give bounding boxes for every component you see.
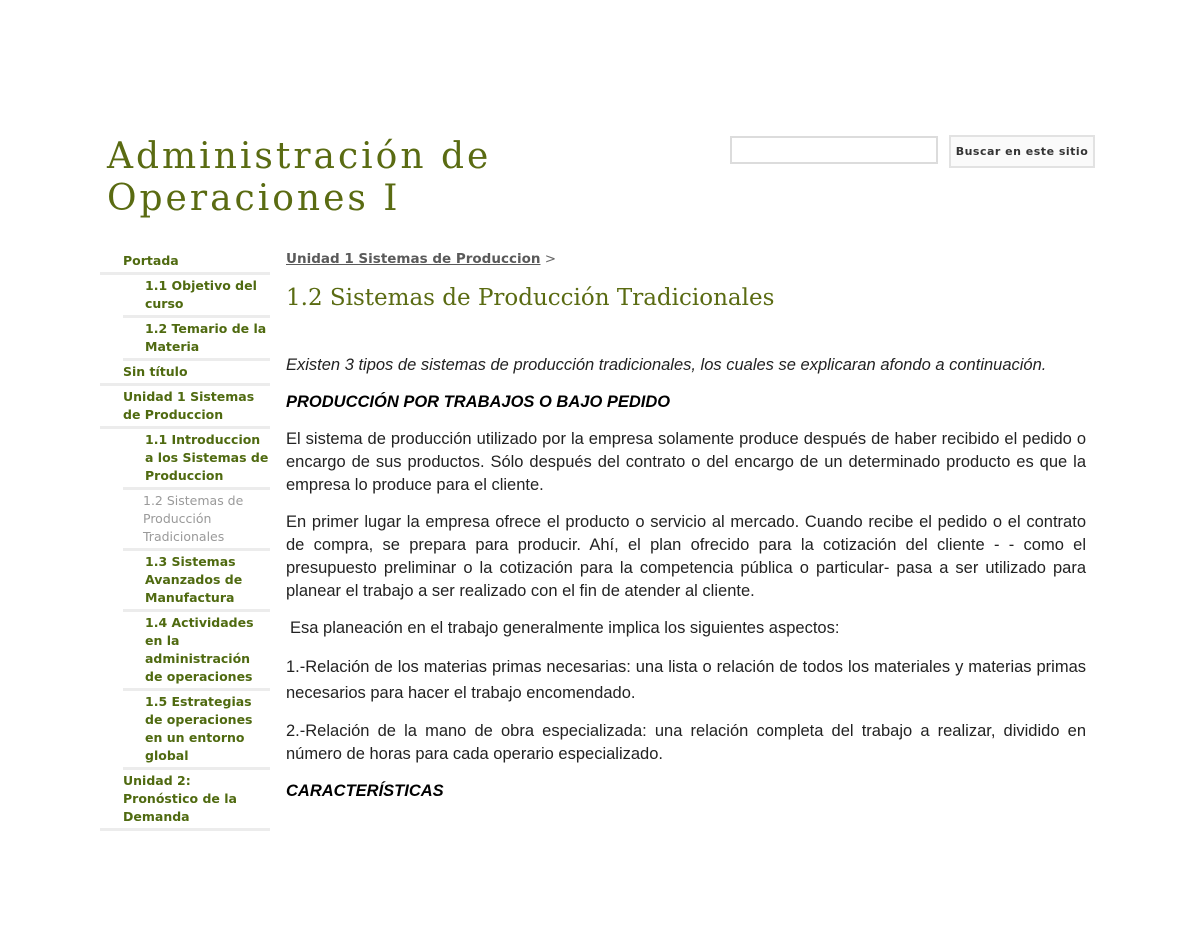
main-content	[286, 248, 1086, 817]
sidebar-item-sistemas-avanzados[interactable]: 1.3 Sistemas Avanzados de Manufactura	[123, 551, 270, 612]
sidebar-nav	[100, 250, 270, 831]
sidebar-item-estrategias[interactable]: 1.5 Estrategias de operaciones en un entorno global	[123, 691, 270, 770]
search-button[interactable]: Buscar en este sitio	[949, 135, 1095, 168]
breadcrumb-parent-link[interactable]: Unidad 1 Sistemas de Produccion	[286, 251, 541, 267]
sidebar-item-temario[interactable]: 1.2 Temario de la Materia	[123, 318, 270, 361]
sidebar-item-introduccion[interactable]: 1.1 Introduccion a los Sistemas de Produccion	[123, 429, 270, 490]
site-title[interactable]: Administración de Operaciones I	[107, 136, 492, 219]
section-heading-produccion: PRODUCCIÓN POR TRABAJOS O BAJO PEDIDO	[286, 393, 671, 411]
sidebar-item-unidad-2[interactable]: Unidad 2: Pronóstico de la Demanda	[100, 770, 270, 831]
search-input[interactable]	[730, 136, 938, 164]
sidebar-item-actividades[interactable]: 1.4 Actividades en la administración de operaciones	[123, 612, 270, 691]
page-title: 1.2 Sistemas de Producción Tradicionales	[286, 285, 775, 311]
breadcrumb-separator: >	[544, 251, 557, 267]
breadcrumb	[286, 248, 1086, 270]
sidebar-item-current-page: 1.2 Sistemas de Producción Tradicionales	[123, 490, 270, 551]
sidebar-item-sin-titulo[interactable]: Sin título	[100, 361, 270, 386]
paragraph: 2.-Relación de la mano de obra especializada: una relación completa del trabajo a realizar, dividido en número de horas para cada operario especializado.	[286, 722, 1086, 763]
sidebar-item-objetivo[interactable]: 1.1 Objetivo del curso	[123, 275, 270, 318]
paragraph: El sistema de producción utilizado por la empresa solamente produce después de haber recibido el pedido o encargo de sus productos. Sólo después del contrato o del encargo de un determinado producto es que la empresa lo produce para el cliente.	[286, 430, 1086, 494]
sidebar-item-unidad-1[interactable]: Unidad 1 Sistemas de Produccion	[100, 386, 270, 429]
sidebar-item-portada[interactable]: Portada	[100, 250, 270, 275]
paragraph: En primer lugar la empresa ofrece el producto o servicio al mercado. Cuando recibe el pedido o el contrato de compra, se prepara para producir. Ahí, el plan ofrecido para la cotización del cliente - - como el presupuesto preliminar o la cotización para la competencia pública o particular- pasa a ser utilizado para planear el trabajo a ser realizado con el fin de atender al cliente.	[286, 513, 1086, 600]
article-body	[286, 354, 1086, 803]
section-heading-caracteristicas: CARACTERÍSTICAS	[286, 782, 444, 800]
paragraph: Esa planeación en el trabajo generalmente implica los siguientes aspectos:	[290, 619, 840, 637]
intro-paragraph: Existen 3 tipos de sistemas de producción tradicionales, los cuales se explicaran afondo a continuación.	[286, 356, 1047, 374]
paragraph: 1.-Relación de los materias primas necesarias: una lista o relación de todos los materiales y materias primas necesarios para hacer el trabajo encomendado.	[286, 658, 1086, 702]
